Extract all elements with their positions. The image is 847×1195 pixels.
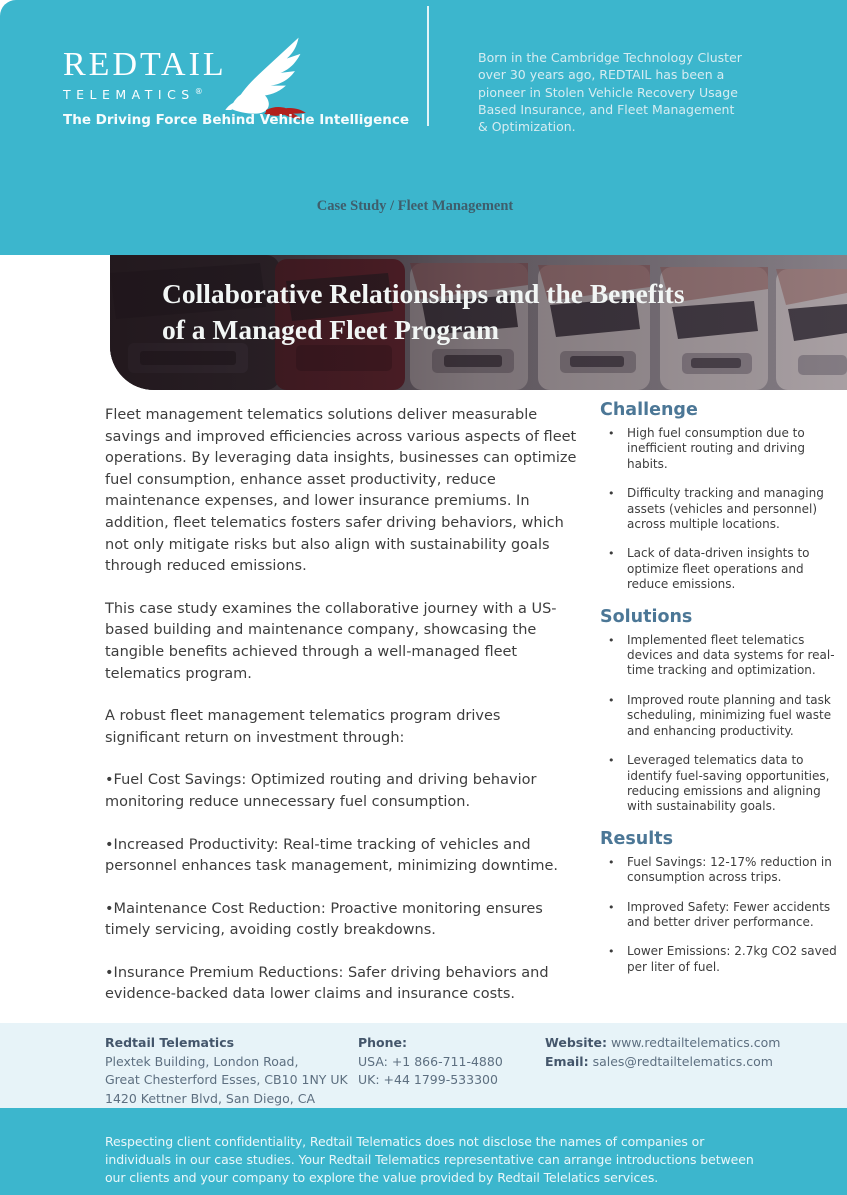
registered-mark: ® xyxy=(194,87,203,96)
bullet-icon: • xyxy=(608,487,615,501)
list-item: • Lower Emissions: 2.7kg CO2 saved per liter of fuel. xyxy=(600,944,847,975)
address-line: Plextek Building, London Road, xyxy=(105,1053,299,1069)
body-paragraph: A robust fleet management telematics program drives significant return on investment through: xyxy=(105,708,501,746)
section-results xyxy=(600,829,847,975)
list-item: • Improved Safety: Fewer accidents and better driver performance. xyxy=(600,900,847,931)
list-item: • Leveraged telematics data to identify fuel-saving opportunities, reducing emissions and aligning with sustainability goals. xyxy=(600,753,847,815)
list-item: • Difficulty tracking and managing assets (vehicles and personnel) across multiple locations. xyxy=(600,486,847,532)
email-link[interactable]: sales@redtailtelematics.com xyxy=(592,1053,773,1069)
confidentiality-note: Respecting client confidentiality, Redtail Telematics does not disclose the names of companies or individuals in our case studies. Your Redtail Telematics representative can arrange introductions between our clients and your company to explore the value provided by Redtail Telelatics services. xyxy=(105,1134,754,1185)
legal-band xyxy=(0,1108,847,1195)
section-heading: Challenge xyxy=(600,400,698,420)
body-bullet-paragraph: •Insurance Premium Reductions: Safer driving behaviors and evidence-backed data lower claims and insurance costs. xyxy=(105,964,549,1003)
company-name: Redtail Telematics xyxy=(105,1035,235,1050)
list-item: • Implemented fleet telematics devices and data systems for real-time tracking and optimization. xyxy=(600,633,847,679)
header-divider xyxy=(427,6,429,126)
contact-footer xyxy=(0,1023,847,1108)
list-item: • Improved route planning and task scheduling, minimizing fuel waste and enhancing productivity. xyxy=(600,693,847,739)
section-solutions xyxy=(600,607,847,815)
bullet-icon: • xyxy=(608,945,615,959)
brand-wordmark: REDTAIL xyxy=(63,46,227,83)
bullet-icon: • xyxy=(608,633,615,647)
section-heading: Results xyxy=(600,828,673,849)
phone-uk: UK: +44 1799-533300 xyxy=(358,1072,498,1087)
summary-sidebar xyxy=(600,400,847,989)
bullet-icon: • xyxy=(608,427,615,440)
bullet-icon: • xyxy=(608,855,615,869)
website-link[interactable]: www.redtailtelematics.com xyxy=(610,1035,781,1050)
bullet-icon: • xyxy=(608,754,615,768)
list-item: • Fuel Savings: 12-17% reduction in consumption across trips. xyxy=(600,855,847,886)
bullet-icon: • xyxy=(608,900,615,914)
page-title-line2: of a Managed Fleet Program xyxy=(162,314,500,345)
body-paragraph: This case study examines the collaborative journey with a US-based building and maintenance company, showcasing the tangible benefits achieved through a well-managed fleet telematics program. xyxy=(105,600,557,682)
website-label: Website: xyxy=(545,1035,607,1050)
brand-sub-wordmark: TELEMATICS® xyxy=(63,87,203,103)
bullet-icon: • xyxy=(608,547,615,561)
breadcrumb: Case Study / Fleet Management xyxy=(316,198,514,214)
body-bullet-paragraph: •Increased Productivity: Real-time tracking of vehicles and personnel enhances task management, minimizing downtime. xyxy=(105,836,559,875)
list-item: • High fuel consumption due to inefficient routing and driving habits. xyxy=(600,426,847,472)
address-line: Great Chesterford Esses, CB10 1NY UK xyxy=(105,1072,348,1087)
header-band xyxy=(0,0,847,255)
body-bullet-paragraph: •Fuel Cost Savings: Optimized routing and driving behavior monitoring reduce unnecessary fuel consumption. xyxy=(105,772,537,810)
section-heading: Solutions xyxy=(600,606,693,627)
web-contact-block xyxy=(545,1034,835,1071)
body-paragraph: Fleet management telematics solutions deliver measurable savings and improved efficiencies across various aspects of fleet operations. By leveraging data insights, businesses can optimize fuel consumption, enhance asset productivity, reduce maintenance expenses, and lower insurance premiums. In addition, fleet telematics fosters safer driving behaviors, which not only mitigate risks but also align with sustainability goals through reduced emissions. xyxy=(105,407,577,575)
body-bullet-paragraph: •Maintenance Cost Reduction: Proactive monitoring ensures timely servicing, avoiding costly breakdowns. xyxy=(105,900,543,939)
page-title xyxy=(162,276,685,348)
page-title-line1: Collaborative Relationships and the Benefits xyxy=(162,278,685,309)
body-copy xyxy=(105,405,579,1027)
brand-tagline: The Driving Force Behind Vehicle Intelligence xyxy=(63,112,409,128)
phone-block xyxy=(358,1034,538,1090)
phone-label: Phone: xyxy=(358,1035,408,1050)
redtail-hawk-icon xyxy=(220,34,312,120)
hero-banner xyxy=(110,255,847,390)
redtail-logo xyxy=(63,48,227,102)
address-line: 1420 Kettner Blvd, San Diego, CA xyxy=(105,1090,315,1106)
email-label: Email: xyxy=(545,1053,589,1069)
bullet-icon: • xyxy=(608,693,615,707)
list-item: • Lack of data-driven insights to optimize fleet operations and reduce emissions. xyxy=(600,546,847,592)
header-intro-text: Born in the Cambridge Technology Cluster over 30 years ago, REDTAIL has been a pioneer in Stolen Vehicle Recovery Usage Based Insurance, and Fleet Management & Optimization. xyxy=(478,50,742,134)
section-challenge xyxy=(600,400,847,593)
phone-usa: USA: +1 866-711-4880 xyxy=(358,1053,503,1069)
